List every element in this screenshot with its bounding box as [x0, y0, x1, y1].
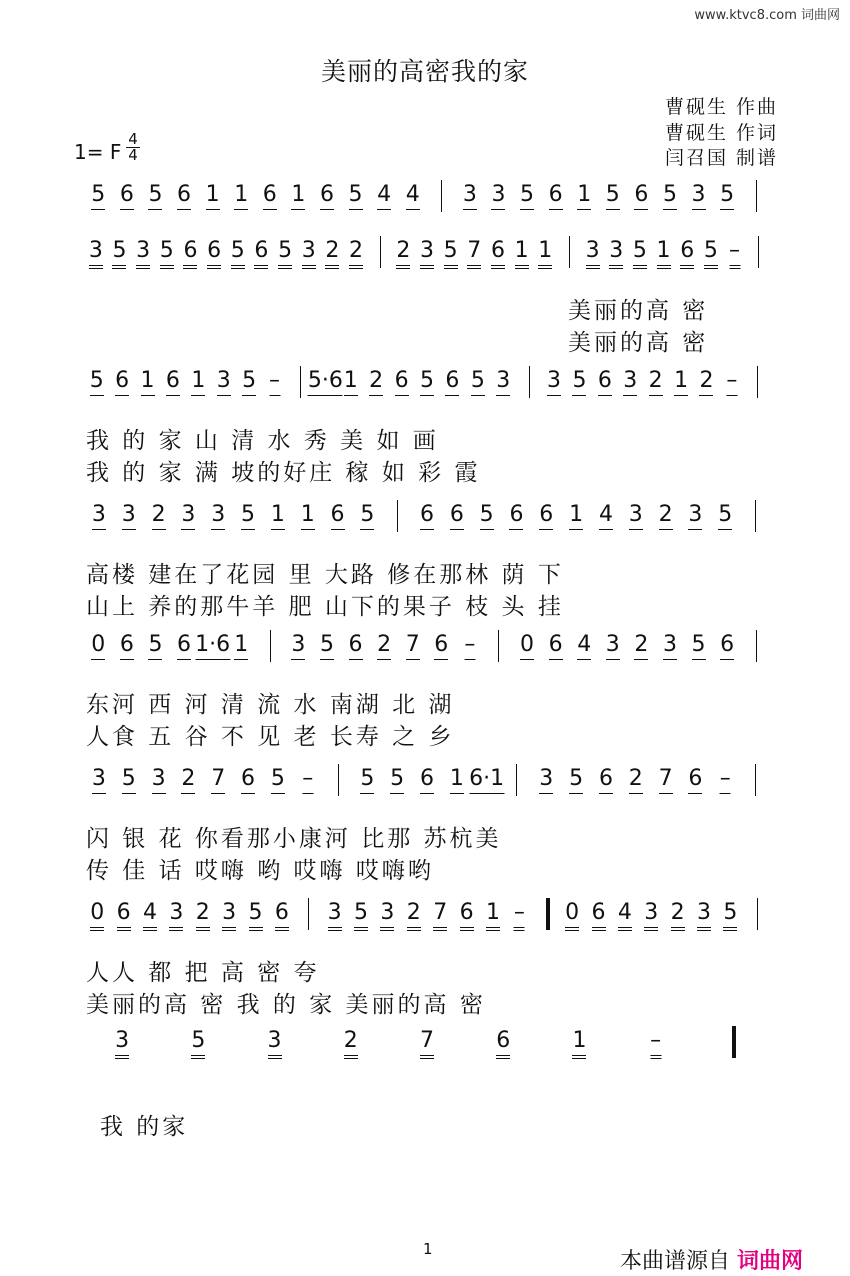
note: 5 [569, 766, 583, 794]
note: 6 [720, 632, 734, 660]
note: 1·6 [195, 632, 230, 660]
note: – [464, 632, 475, 660]
note: 5 [390, 766, 404, 794]
notation-row [84, 182, 770, 222]
note: 3 [606, 632, 620, 660]
note: 6 [491, 238, 505, 269]
note: 1 [141, 368, 155, 396]
note: 5 [112, 238, 126, 269]
note: 2 [369, 368, 383, 396]
note: 6 [349, 632, 363, 660]
lyric-line: 我 的 家 满 坡的好庄 稼 如 彩 霞 [86, 460, 481, 486]
note: 1 [344, 368, 358, 396]
lyric-line: 美丽的高 密 [568, 298, 709, 324]
footer-source-text: 本曲谱源自 [620, 1249, 731, 1274]
note: 0 [565, 900, 579, 931]
note: 6 [263, 182, 277, 210]
note: 6 [509, 502, 523, 530]
barline [338, 764, 339, 796]
note: 6 [275, 900, 289, 931]
note: 5 [354, 900, 368, 931]
note: 1 [450, 766, 464, 794]
lyric-line: 东河 西 河 清 流 水 南湖 北 湖 [86, 692, 455, 718]
notation-row [84, 766, 770, 806]
notation-row [84, 368, 770, 408]
note: 5 [271, 766, 285, 794]
barline [755, 500, 756, 532]
note: 2 [344, 1028, 358, 1059]
note: 6 [680, 238, 694, 269]
note: 3 [380, 900, 394, 931]
barline [569, 236, 570, 268]
note: 1 [191, 368, 205, 396]
note: 6 [420, 766, 434, 794]
note: 3 [547, 368, 561, 396]
note: 5 [520, 182, 534, 210]
note: 2 [181, 766, 195, 794]
note: 2 [699, 368, 713, 396]
note: 1 [569, 502, 583, 530]
note: 5 [720, 182, 734, 210]
note: 3 [496, 368, 510, 396]
note: – [726, 368, 737, 396]
note: 3 [328, 900, 342, 931]
lyric-line: 传 佳 话 哎嗨 哟 哎嗨 哎嗨哟 [86, 858, 434, 884]
note: 5 [471, 368, 485, 396]
note: 6 [634, 182, 648, 210]
note: 3 [623, 368, 637, 396]
note: 5 [633, 238, 647, 269]
note: 6·1 [469, 766, 504, 794]
note: 4 [577, 632, 591, 660]
note: 1 [271, 502, 285, 530]
note: – [729, 238, 740, 269]
note: 5 [360, 766, 374, 794]
note: 1 [301, 502, 315, 530]
note: 6 [592, 900, 606, 931]
note: 6 [115, 368, 129, 396]
notation-row [84, 632, 770, 672]
note: 3 [181, 502, 195, 530]
footer-brand-link[interactable]: 词曲网 [737, 1249, 804, 1274]
lyric-line: 高楼 建在了花园 里 大路 修在那林 荫 下 [86, 562, 564, 588]
note: 3 [688, 502, 702, 530]
notation-row [84, 502, 770, 542]
note: 2 [152, 502, 166, 530]
barline [758, 236, 759, 268]
note: 5 [572, 368, 586, 396]
note: 6 [496, 1028, 510, 1059]
note: 6 [120, 632, 134, 660]
note: 0 [91, 632, 105, 660]
note: 6 [254, 238, 268, 269]
note: 6 [599, 766, 613, 794]
notation-row [84, 900, 770, 940]
note: 3 [211, 502, 225, 530]
note: 5 [91, 182, 105, 210]
lyric-line: 美丽的高 密 [568, 330, 709, 356]
note: 6 [120, 182, 134, 210]
lyric-line: 人食 五 谷 不 见 老 长寿 之 乡 [86, 724, 455, 750]
note: 5 [278, 238, 292, 269]
note: 6 [450, 502, 464, 530]
note: 6 [445, 368, 459, 396]
note: 1 [234, 632, 248, 660]
note: 6 [539, 502, 553, 530]
note: 4 [618, 900, 632, 931]
note: 4 [406, 182, 420, 210]
note: 3 [169, 900, 183, 931]
note: 3 [697, 900, 711, 931]
page-number: 1 [423, 1240, 433, 1258]
barline [756, 630, 757, 662]
note: 7 [467, 238, 481, 269]
note: 5 [90, 368, 104, 396]
note: 5 [148, 182, 162, 210]
note: 3 [115, 1028, 129, 1059]
barline [380, 236, 381, 268]
note: 7 [406, 632, 420, 660]
note: 2 [407, 900, 421, 931]
note: 3 [92, 502, 106, 530]
note: 2 [629, 766, 643, 794]
note: 3 [629, 502, 643, 530]
note: 6 [166, 368, 180, 396]
note: 6 [177, 632, 191, 660]
note: 4 [377, 182, 391, 210]
note: 6 [420, 502, 434, 530]
note: 3 [302, 238, 316, 269]
note: – [720, 766, 731, 794]
composer-credit: 曹砚生 作曲 [664, 96, 778, 118]
note: 5·6 [308, 368, 343, 396]
lyricist-credit: 曹砚生 作词 [664, 122, 778, 144]
note: 3 [539, 766, 553, 794]
note: 2 [634, 632, 648, 660]
note: – [514, 900, 525, 931]
key-signature: 1= F [74, 140, 122, 164]
note: 2 [377, 632, 391, 660]
note: 1 [486, 900, 500, 931]
note: 3 [663, 632, 677, 660]
note: 7 [420, 1028, 434, 1059]
lyric-line: 人人 都 把 高 密 夸 [86, 960, 320, 986]
lyric-line: 我 的家 [100, 1114, 189, 1140]
barline [270, 630, 271, 662]
note: 3 [463, 182, 477, 210]
note: 5 [723, 900, 737, 931]
note: 7 [211, 766, 225, 794]
notation-row [84, 238, 770, 278]
lyric-line: 山上 养的那牛羊 肥 山下的果子 枝 头 挂 [86, 594, 564, 620]
lyric-line: 闪 银 花 你看那小康河 比那 苏杭美 [86, 826, 502, 852]
note: 0 [90, 900, 104, 931]
barline [441, 180, 442, 212]
note: 1 [674, 368, 688, 396]
note: 3 [291, 632, 305, 660]
note: 5 [444, 238, 458, 269]
note: 7 [433, 900, 447, 931]
note: – [302, 766, 313, 794]
note: 6 [395, 368, 409, 396]
lyric-line: 我 的 家 山 清 水 秀 美 如 画 [86, 428, 439, 454]
note: 2 [325, 238, 339, 269]
note: 5 [704, 238, 718, 269]
note: 1 [206, 182, 220, 210]
note: 4 [599, 502, 613, 530]
notator-credit: 闫召国 制谱 [664, 147, 778, 169]
note: 5 [420, 368, 434, 396]
note: – [650, 1028, 661, 1059]
note: 2 [396, 238, 410, 269]
note: 3 [586, 238, 600, 269]
note: 6 [183, 238, 197, 269]
barline [300, 366, 301, 398]
note: 5 [692, 632, 706, 660]
note: – [269, 368, 280, 396]
note: 5 [320, 632, 334, 660]
note: 6 [177, 182, 191, 210]
barline [529, 366, 530, 398]
note: 1 [657, 238, 671, 269]
note: 6 [117, 900, 131, 931]
note: 5 [663, 182, 677, 210]
note: 6 [241, 766, 255, 794]
note: 3 [217, 368, 231, 396]
note: 3 [491, 182, 505, 210]
note: 3 [222, 900, 236, 931]
note: 5 [160, 238, 174, 269]
note: 3 [420, 238, 434, 269]
note: 5 [718, 502, 732, 530]
note: 3 [89, 238, 103, 269]
note: 5 [231, 238, 245, 269]
note: 1 [572, 1028, 586, 1059]
note: 3 [136, 238, 150, 269]
barline [757, 898, 758, 930]
song-title: 美丽的高密我的家 [320, 57, 529, 86]
note: 6 [549, 182, 563, 210]
barline [755, 764, 756, 796]
note: 3 [92, 766, 106, 794]
note: 2 [349, 238, 363, 269]
note: 6 [460, 900, 474, 931]
barline [756, 180, 757, 212]
barline [757, 366, 758, 398]
note: 2 [659, 502, 673, 530]
note: 5 [241, 502, 255, 530]
note: 2 [649, 368, 663, 396]
meter-bottom: 4 [128, 146, 138, 164]
note: 5 [606, 182, 620, 210]
note: 6 [331, 502, 345, 530]
barline [546, 898, 550, 930]
barline [308, 898, 309, 930]
note: 2 [196, 900, 210, 931]
note: 6 [598, 368, 612, 396]
note: 1 [515, 238, 529, 269]
note: 6 [207, 238, 221, 269]
note: 7 [659, 766, 673, 794]
note: 1 [291, 182, 305, 210]
lyric-line: 美丽的高 密 我 的 家 美丽的高 密 [86, 992, 486, 1018]
time-signature [126, 132, 140, 163]
barline [498, 630, 499, 662]
barline [732, 1026, 736, 1058]
note: 5 [148, 632, 162, 660]
note: 3 [152, 766, 166, 794]
note: 1 [577, 182, 591, 210]
note: 5 [349, 182, 363, 210]
note: 6 [688, 766, 702, 794]
barline [516, 764, 517, 796]
note: 6 [549, 632, 563, 660]
note: 3 [122, 502, 136, 530]
note: 6 [434, 632, 448, 660]
note: 2 [671, 900, 685, 931]
site-watermark: www.ktvc8.com 词曲网 [694, 8, 840, 23]
footer-source [620, 1244, 803, 1275]
note: 3 [644, 900, 658, 931]
note: 4 [143, 900, 157, 931]
note: 5 [191, 1028, 205, 1059]
note: 5 [360, 502, 374, 530]
note: 6 [320, 182, 334, 210]
meter-top: 4 [128, 130, 138, 148]
barline [397, 500, 398, 532]
notation-row [84, 1028, 770, 1068]
note: 5 [480, 502, 494, 530]
note: 3 [268, 1028, 282, 1059]
note: 3 [609, 238, 623, 269]
note: 1 [234, 182, 248, 210]
note: 3 [692, 182, 706, 210]
note: 0 [520, 632, 534, 660]
note: 5 [122, 766, 136, 794]
note: 1 [538, 238, 552, 269]
note: 5 [249, 900, 263, 931]
note: 5 [242, 368, 256, 396]
